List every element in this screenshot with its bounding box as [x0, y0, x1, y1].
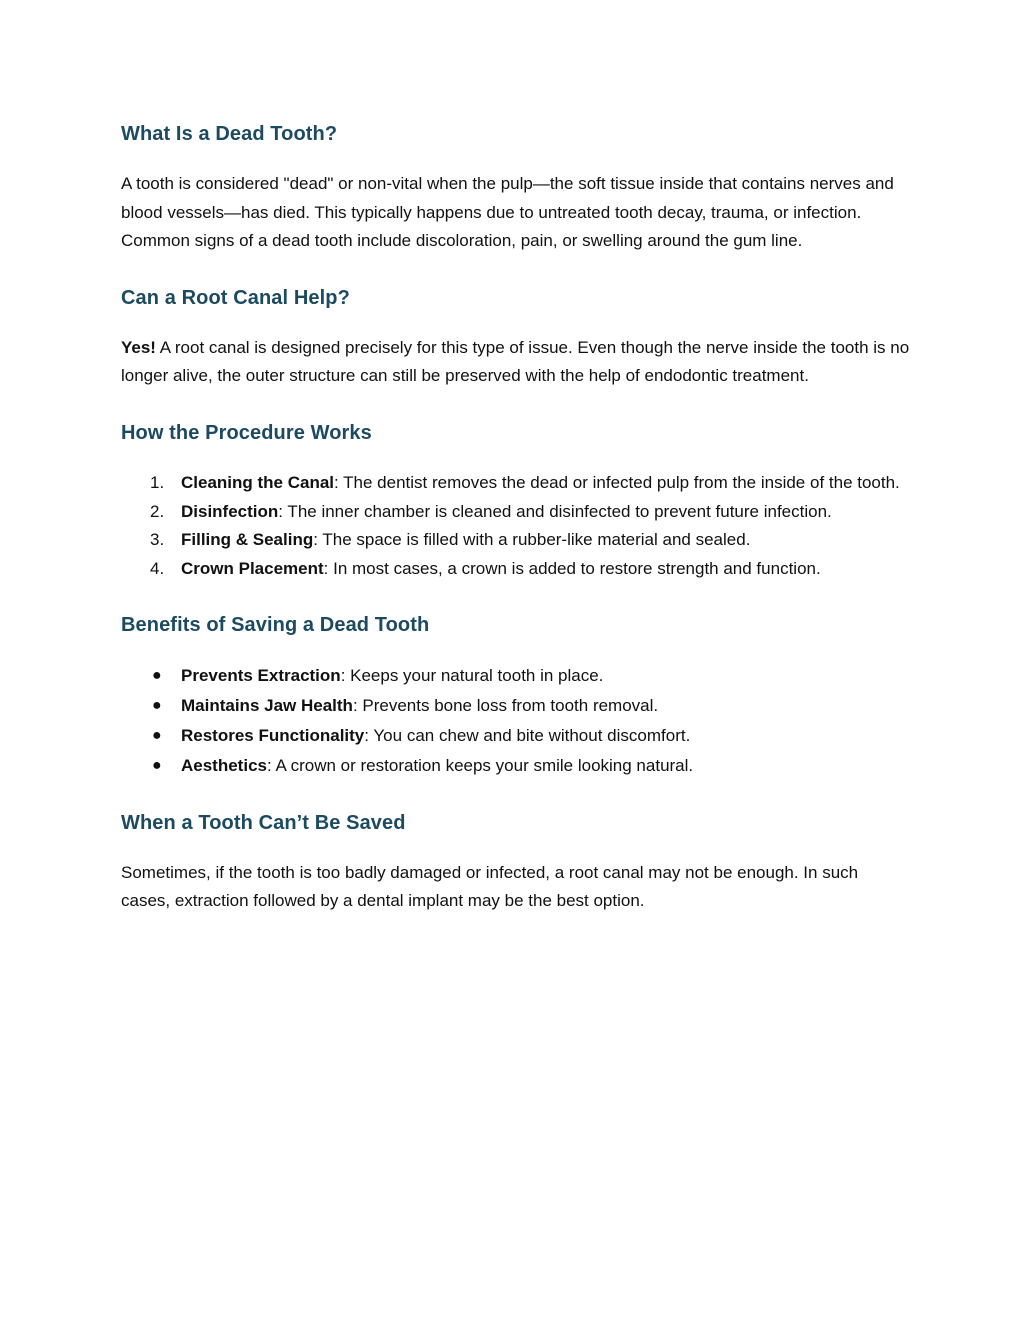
heading-procedure: How the Procedure Works — [121, 421, 372, 444]
heading-cant-be-saved: When a Tooth Can’t Be Saved — [121, 811, 406, 834]
paragraph-root-canal-text: A root canal is designed precisely for this type of issue. Even though the nerve inside the tooth is no longer alive, the outer structure can still be preserved with the help of endodontic treatment. — [121, 337, 910, 386]
step-number: 3. — [150, 530, 165, 550]
list-item — [121, 691, 911, 721]
lead-yes: Yes! — [121, 337, 156, 357]
benefit-text: : A crown or restoration keeps your smile looking natural. — [266, 755, 694, 775]
list-item — [121, 751, 911, 781]
benefits-list — [121, 661, 911, 780]
bullet-icon: ● — [152, 756, 162, 774]
benefit-text: : You can chew and bite without discomfort. — [364, 725, 691, 745]
paragraph-root-canal — [121, 334, 911, 391]
heading-root-canal-help: Can a Root Canal Help? — [121, 286, 350, 309]
step-term: Filling & Sealing — [181, 530, 314, 550]
benefit-text: : Keeps your natural tooth in place. — [340, 666, 604, 686]
benefit-term: Prevents Extraction — [181, 666, 341, 686]
step-term: Cleaning the Canal — [181, 472, 335, 492]
benefit-term: Aesthetics — [181, 755, 267, 775]
benefit-term: Restores Functionality — [181, 725, 365, 745]
step-text: : In most cases, a crown is added to restore strength and function. — [323, 558, 821, 578]
heading-what-is-dead-tooth: What Is a Dead Tooth? — [121, 123, 338, 145]
bullet-icon: ● — [152, 697, 162, 715]
list-item — [121, 661, 911, 691]
list-item — [121, 721, 911, 751]
paragraph-dead-tooth: A tooth is considered "dead" or non-vital when the pulp—the soft tissue inside that contains nerves and blood vessels—has died. This typically happens due to untreated tooth decay, trauma, or infection. Common signs of a dead tooth include discoloration, pain, or swelling around the gum line. — [121, 174, 894, 251]
document-content — [121, 116, 911, 916]
list-item — [121, 526, 911, 555]
list-item — [121, 498, 911, 527]
step-term: Disinfection — [181, 501, 279, 521]
list-item — [121, 469, 911, 498]
heading-benefits: Benefits of Saving a Dead Tooth — [121, 614, 430, 637]
paragraph-cant-be-saved: Sometimes, if the tooth is too badly damaged or infected, a root canal may not be enough. In such cases, extraction followed by a dental implant may be the best option. — [121, 862, 859, 911]
step-number: 2. — [150, 501, 165, 521]
step-number: 1. — [150, 472, 165, 492]
procedure-steps-list — [121, 469, 911, 583]
bullet-icon: ● — [152, 667, 162, 685]
benefit-text: : Prevents bone loss from tooth removal. — [352, 696, 659, 716]
step-term: Crown Placement — [181, 558, 324, 578]
list-item — [121, 555, 911, 584]
step-text: : The inner chamber is cleaned and disinfected to prevent future infection. — [278, 501, 832, 521]
step-text: : The dentist removes the dead or infected pulp from the inside of the tooth. — [334, 472, 900, 492]
bullet-icon: ● — [152, 726, 162, 744]
step-number: 4. — [150, 558, 165, 578]
step-text: : The space is filled with a rubber-like material and sealed. — [313, 530, 751, 550]
benefit-term: Maintains Jaw Health — [181, 696, 353, 716]
